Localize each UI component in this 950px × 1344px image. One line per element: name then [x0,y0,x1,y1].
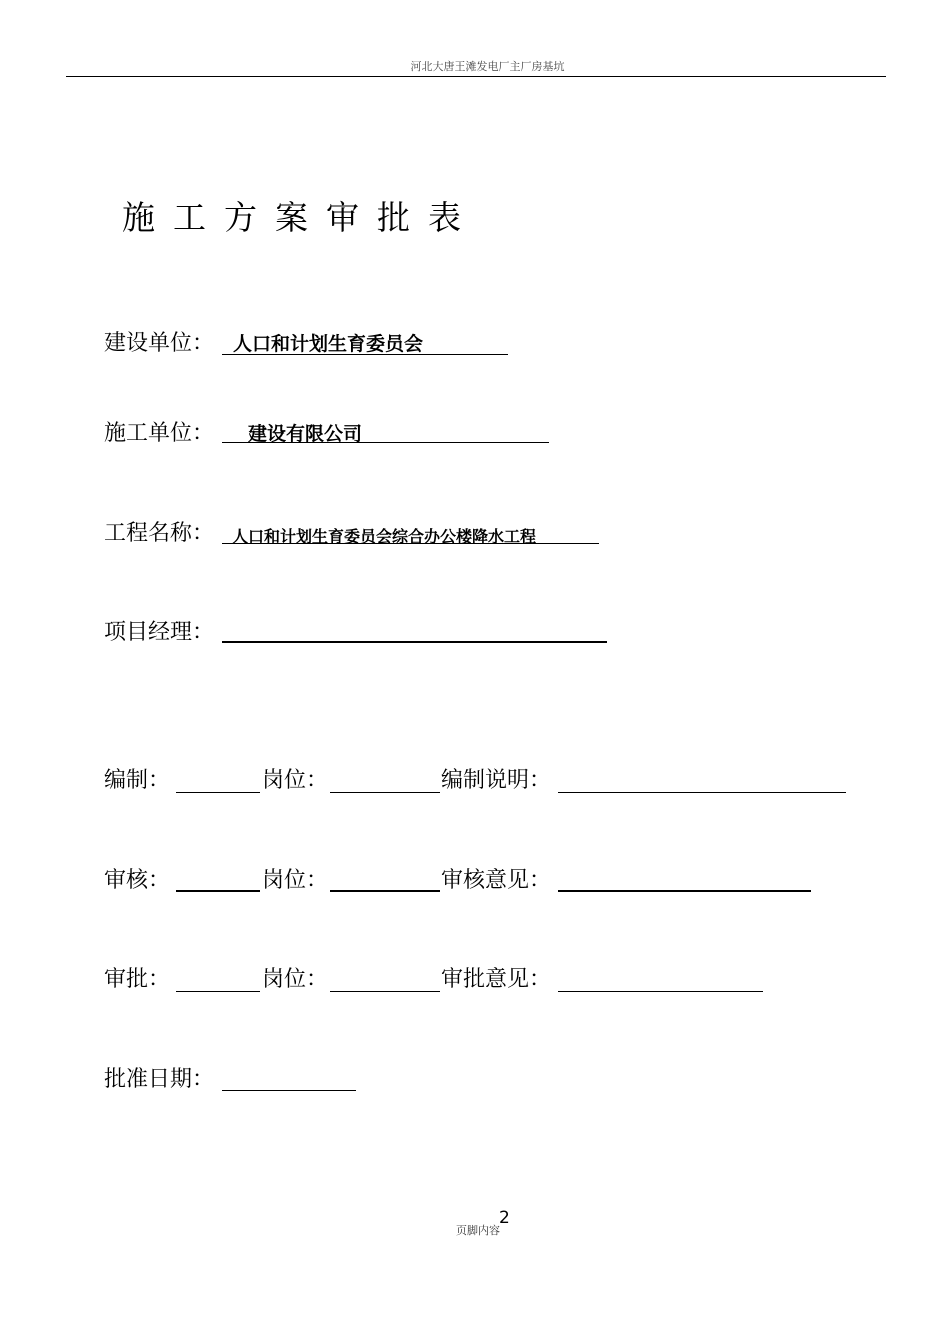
review-note-underline [558,890,811,892]
review-post-underline [330,890,440,892]
approve-post-underline [330,991,440,992]
contractor-underline [222,442,549,443]
review-post-label: 岗位： [262,868,329,893]
approve-underline [176,991,260,992]
review-underline [176,890,260,892]
prepare-label: 编制： [104,768,171,793]
approve-label: 审批： [104,967,171,992]
page-number: 2 [499,1208,510,1228]
prepare-note-label: 编制说明： [441,768,552,793]
review-note-label: 审核意见： [441,868,552,893]
approve-post-label: 岗位： [262,967,329,992]
footer-text: 页脚内容 [456,1224,500,1237]
manager-label: 项目经理： [104,620,215,645]
approve-note-label: 审批意见： [441,967,552,992]
owner-underline [222,354,508,355]
approve-note-underline [558,991,763,992]
approval-date-label: 批准日期： [104,1067,215,1092]
project-value: 人口和计划生育委员会综合办公楼降水工程 [232,527,537,546]
manager-underline [222,641,607,643]
prepare-post-underline [330,792,440,793]
approval-date-underline [222,1090,356,1091]
page-header-text: 河北大唐王滩发电厂主厂房基坑 [410,60,565,73]
project-underline [222,543,599,544]
prepare-note-underline [558,792,846,793]
document-title: 施工方案审批表 [122,198,479,237]
contractor-value: 建设有限公司 [248,423,363,445]
header-rule [66,76,886,77]
prepare-post-label: 岗位： [262,768,329,793]
prepare-underline [176,792,260,793]
review-label: 审核： [104,868,171,893]
project-label: 工程名称： [104,521,215,546]
owner-label: 建设单位： [104,331,215,356]
contractor-label: 施工单位： [104,421,215,446]
owner-value: 人口和计划生育委员会 [233,333,424,355]
